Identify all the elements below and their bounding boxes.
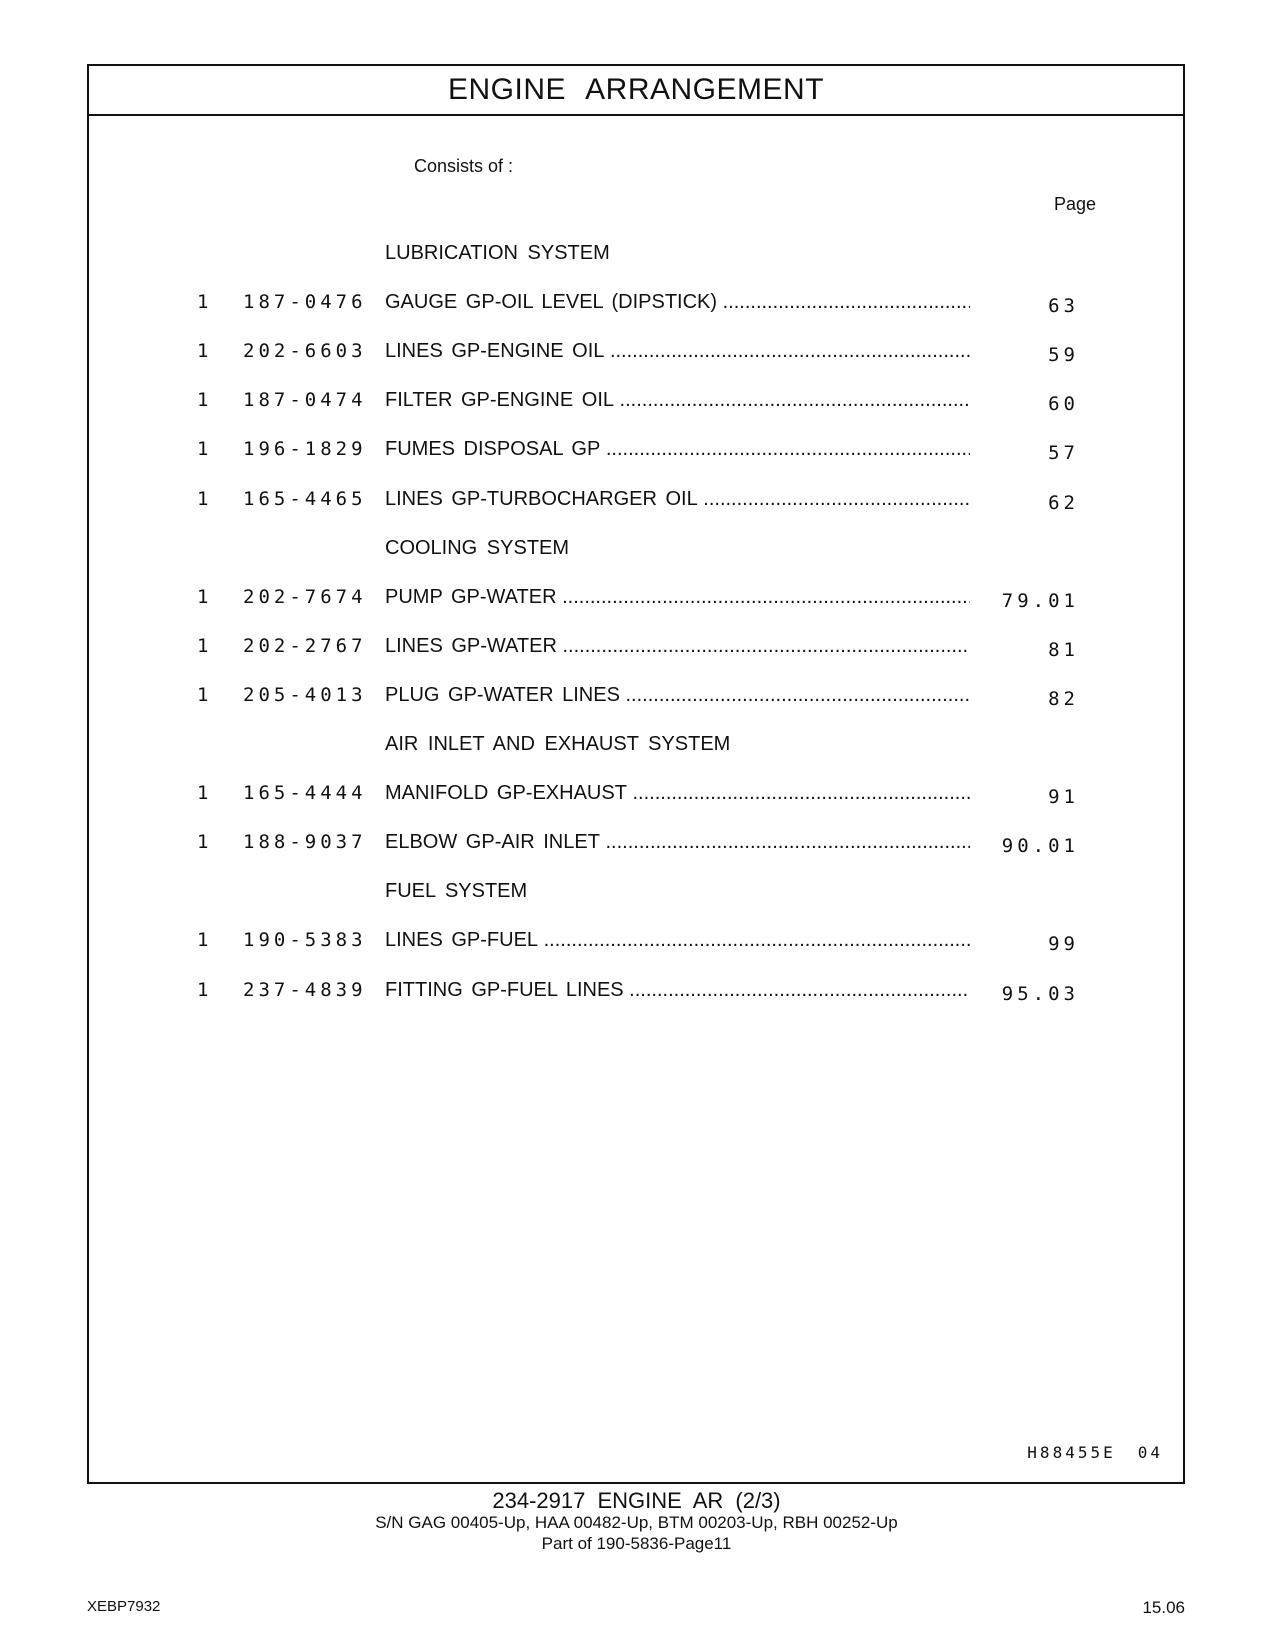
part-quantity: 1: [197, 782, 209, 804]
part-description: FITTING GP-FUEL LINES .....: [385, 979, 970, 1002]
illustration-revision: 04: [1137, 1443, 1163, 1462]
footer-title: 234-2917 ENGINE AR (2/3): [492, 1488, 781, 1513]
footer-serial-numbers: S/N GAG 00405-Up, HAA 00482-Up, BTM 00203-Up, RBH 00252-Up: [375, 1513, 898, 1532]
part-description: LINES GP-FUEL .....: [385, 929, 970, 952]
part-description: FILTER GP-ENGINE OIL .....: [385, 389, 970, 412]
part-quantity: 1: [197, 488, 209, 510]
part-quantity: 1: [197, 586, 209, 608]
part-description: PUMP GP-WATER .....: [385, 586, 970, 609]
page-title: ENGINE ARRANGEMENT: [89, 66, 1183, 116]
part-quantity: 1: [197, 929, 209, 951]
part-description: FUMES DISPOSAL GP .....: [385, 438, 970, 461]
section-heading: FUEL SYSTEM: [385, 880, 528, 902]
part-number: 202-2767: [243, 635, 367, 657]
illustration-reference: [1027, 1443, 1163, 1462]
page-column-header: Page: [1054, 194, 1097, 214]
part-description: MANIFOLD GP-EXHAUST .....: [385, 782, 970, 805]
part-number: 165-4465: [243, 488, 367, 510]
part-number: 188-9037: [243, 831, 367, 853]
part-quantity: 1: [197, 438, 209, 460]
part-number: 202-7674: [243, 586, 367, 608]
part-quantity: 1: [197, 340, 209, 362]
part-description: ELBOW GP-AIR INLET .....: [385, 831, 970, 854]
part-row: [89, 782, 1183, 810]
part-description: LINES GP-TURBOCHARGER OIL .....: [385, 488, 970, 511]
part-row: [89, 684, 1183, 712]
part-number: 187-0476: [243, 291, 367, 313]
part-page: 79.01: [1001, 590, 1079, 612]
part-number: 237-4839: [243, 979, 367, 1001]
document-id: XEBP7932: [87, 1598, 161, 1615]
section-heading: COOLING SYSTEM: [385, 537, 570, 559]
page-frame: [87, 64, 1185, 1484]
part-row: [89, 635, 1183, 663]
part-description: LINES GP-ENGINE OIL .....: [385, 340, 970, 363]
part-page: 91: [1048, 786, 1079, 808]
part-number: 190-5383: [243, 929, 367, 951]
part-number: 165-4444: [243, 782, 367, 804]
part-number: 205-4013: [243, 684, 367, 706]
part-number: 187-0474: [243, 389, 367, 411]
part-quantity: 1: [197, 831, 209, 853]
part-row: [89, 831, 1183, 859]
part-row: [89, 438, 1183, 466]
part-row: [89, 586, 1183, 614]
part-number: 196-1829: [243, 438, 367, 460]
part-number: 202-6603: [243, 340, 367, 362]
part-quantity: 1: [197, 684, 209, 706]
part-quantity: 1: [197, 979, 209, 1001]
section-heading: LUBRICATION SYSTEM: [385, 242, 610, 264]
illustration-number: H88455E: [1027, 1443, 1116, 1462]
part-page: 63: [1048, 295, 1079, 317]
part-page: 90.01: [1001, 835, 1079, 857]
part-page: 57: [1048, 442, 1079, 464]
part-page: 81: [1048, 639, 1079, 661]
part-page: 59: [1048, 344, 1079, 366]
part-page: 95.03: [1001, 983, 1079, 1005]
part-description: GAUGE GP-OIL LEVEL (DIPSTICK) .....: [385, 291, 970, 314]
part-row: [89, 929, 1183, 957]
part-description: PLUG GP-WATER LINES .....: [385, 684, 970, 707]
part-page: 82: [1048, 688, 1079, 710]
part-description: LINES GP-WATER .....: [385, 635, 970, 658]
part-row: [89, 291, 1183, 319]
footer-part-of: Part of 190-5836-Page11: [541, 1534, 732, 1553]
part-quantity: 1: [197, 291, 209, 313]
part-quantity: 1: [197, 389, 209, 411]
document-date: 15.06: [1142, 1598, 1185, 1617]
part-page: 60: [1048, 393, 1079, 415]
part-row: [89, 979, 1183, 1007]
part-quantity: 1: [197, 635, 209, 657]
part-row: [89, 389, 1183, 417]
part-row: [89, 488, 1183, 516]
part-row: [89, 340, 1183, 368]
part-page: 99: [1048, 933, 1079, 955]
section-heading: AIR INLET AND EXHAUST SYSTEM: [385, 733, 731, 755]
consists-of-label: Consists of :: [414, 156, 514, 176]
part-page: 62: [1048, 492, 1079, 514]
